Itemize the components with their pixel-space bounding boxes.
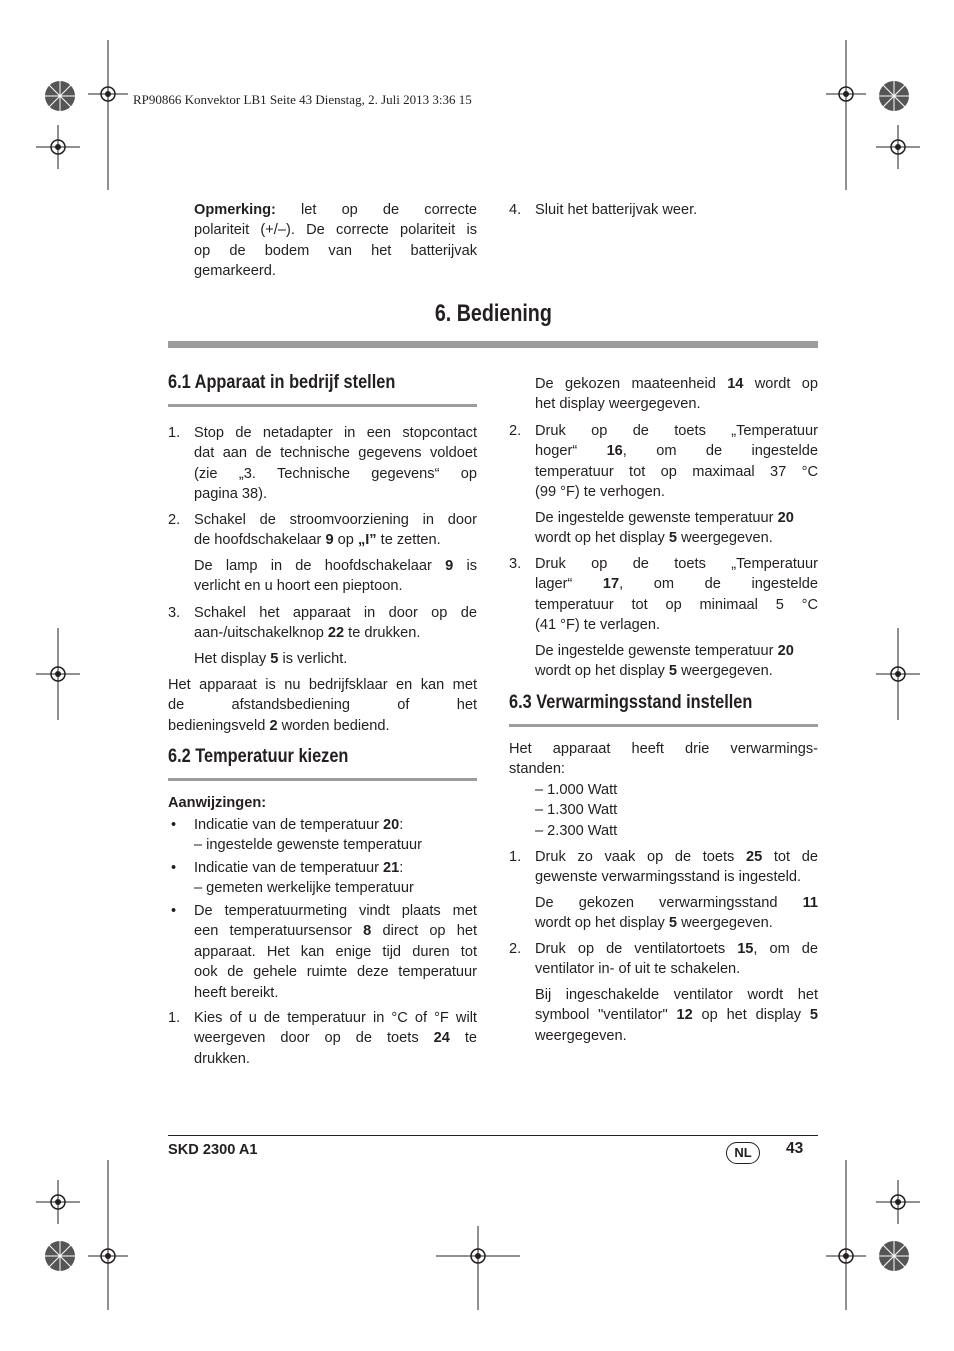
bullet: • [171, 903, 177, 919]
list-item: Druk op de ventilatortoets 15, om de ventilator in- of uit te schakelen. [535, 941, 819, 978]
list-item: Indicatie van de temperatuur 21: – gemeten werkelijke temperatuur [194, 860, 414, 897]
crosshair-mark-bottom-left [88, 1160, 128, 1310]
list-item: Druk op de toets „Temperatuur hoger“ 16, om de ingestelde temperatuur tot op maximaal 37 °C (99 °F) te verhogen. [535, 423, 818, 501]
list-item-note: De ingestelde gewenste temperatuur 20 wordt op het display 5 weergegeven. [535, 510, 794, 547]
list-item: Indicatie van de temperatuur 20: – ingestelde gewenste temperatuur [194, 817, 422, 854]
list-item: Schakel het apparaat in door op de aan-/uitschakelknop 22 te drukken. [194, 605, 477, 642]
list-item: Druk op de toets „Temperatuur lager“ 17, om de ingestelde temperatuur tot op minimaal 5 °C (41 °F) te verlagen. [535, 556, 818, 634]
registration-mark-top-right [878, 80, 910, 112]
bullet: • [171, 860, 177, 876]
crosshair-mark-bottom-right [826, 1160, 866, 1310]
registration-mark-bottom-left [44, 1240, 76, 1272]
registration-mark-top-left [44, 80, 76, 112]
footer-rule [168, 1135, 818, 1136]
step-4-text: Sluit het batterijvak weer. [535, 202, 698, 218]
page-number: 43 [786, 1140, 804, 1157]
bullet: • [171, 817, 177, 833]
crosshair-mark-top-left [88, 40, 128, 190]
crosshair-mark-bottom-center [436, 1226, 520, 1310]
list-number: 1. [168, 1010, 181, 1026]
wattage-item: – 2.300 Watt [535, 822, 618, 839]
section-6-3-title: 6.3 Verwarmingsstand instellen [509, 692, 753, 713]
list-item: Stop de netadapter in een stopcontact dat aan de technische gegevens voldoet (zie „3. Technische gegevens“ op pagina 38). [194, 425, 477, 503]
crosshair-mark-right-middle [876, 628, 920, 720]
chapter-rule [168, 341, 818, 348]
section-6-1-rule [168, 404, 477, 407]
language-badge: NL [726, 1142, 760, 1164]
section-6-2-rule [168, 778, 477, 781]
footer-model: SKD 2300 A1 [168, 1142, 258, 1158]
wattage-list [535, 780, 617, 841]
list-item-note: De lamp in de hoofdschakelaar 9 is verlicht en u hoort een pieptoon. [194, 558, 477, 595]
list-item: Schakel de stroomvoorziening in door de hoofdschakelaar 9 op „I” te zetten. [194, 512, 477, 549]
crosshair-mark-left-top [36, 125, 80, 169]
print-header: RP90866 Konvektor LB1 Seite 43 Dienstag, 2. Juli 2013 3:36 15 [133, 92, 472, 107]
section-6-1-title: 6.1 Apparaat in bedrijf stellen [168, 372, 396, 393]
list-item: Druk zo vaak op de toets 25 tot de gewenste verwarmingsstand is ingesteld. [535, 849, 818, 886]
paragraph: Het apparaat heeft drie verwarmings- standen: [509, 741, 818, 778]
registration-mark-bottom-right [878, 1240, 910, 1272]
top-note: Opmerking: let op de correcte polariteit (+/–). De correcte polariteit is op de bodem van het batterijvak gemarkeerd. [194, 202, 477, 280]
crosshair-mark-top-right [826, 40, 866, 190]
section-6-2-title: 6.2 Temperatuur kiezen [168, 746, 349, 767]
crosshair-mark-left-middle [36, 628, 80, 720]
hints-label: Aanwijzingen: [168, 795, 267, 811]
wattage-item: – 1.000 Watt [535, 782, 618, 798]
list-number: 2. [509, 941, 522, 957]
list-number: 2. [168, 512, 181, 528]
list-number: 3. [168, 605, 181, 621]
list-item-note: De gekozen verwarmingsstand 11 wordt op het display 5 weergegeven. [535, 895, 818, 932]
crosshair-mark-left-bottom [36, 1180, 80, 1224]
note-label: Opmerking: [194, 202, 276, 218]
list-number: 1. [509, 849, 522, 865]
list-item: Kies of u de temperatuur in °C of °F wilt weergeven door op de toets 24 te drukken. [194, 1010, 477, 1067]
section-6-3-rule [509, 724, 818, 727]
list-item-note: De ingestelde gewenste temperatuur 20 wordt op het display 5 weergegeven. [535, 643, 794, 680]
paragraph: De gekozen maateenheid 14 wordt op het display weergegeven. [535, 376, 818, 413]
chapter-title: 6. Bediening [434, 300, 552, 327]
crosshair-mark-right-bottom [876, 1180, 920, 1224]
list-number: 2. [509, 423, 522, 439]
list-item-note: Het display 5 is verlicht. [194, 651, 348, 667]
list-item-note: Bij ingeschakelde ventilator wordt het symbool "ventilator" 12 op het display 5 weergegeven. [535, 987, 818, 1044]
crosshair-mark-right-top [876, 125, 920, 169]
list-number: 3. [509, 556, 522, 572]
step-4: 4. [509, 202, 522, 218]
wattage-item: – 1.300 Watt [535, 802, 618, 819]
paragraph: Het apparaat is nu bedrijfsklaar en kan met de afstandsbediening of het bedieningsveld 2 worden bediend. [168, 677, 477, 734]
list-item: De temperatuurmeting vindt plaats met een temperatuursensor 8 direct op het apparaat. Het kan enige tijd duren tot ook de gehele ruimte deze temperatuur heeft bereikt. [194, 903, 477, 1001]
list-number: 1. [168, 425, 181, 441]
